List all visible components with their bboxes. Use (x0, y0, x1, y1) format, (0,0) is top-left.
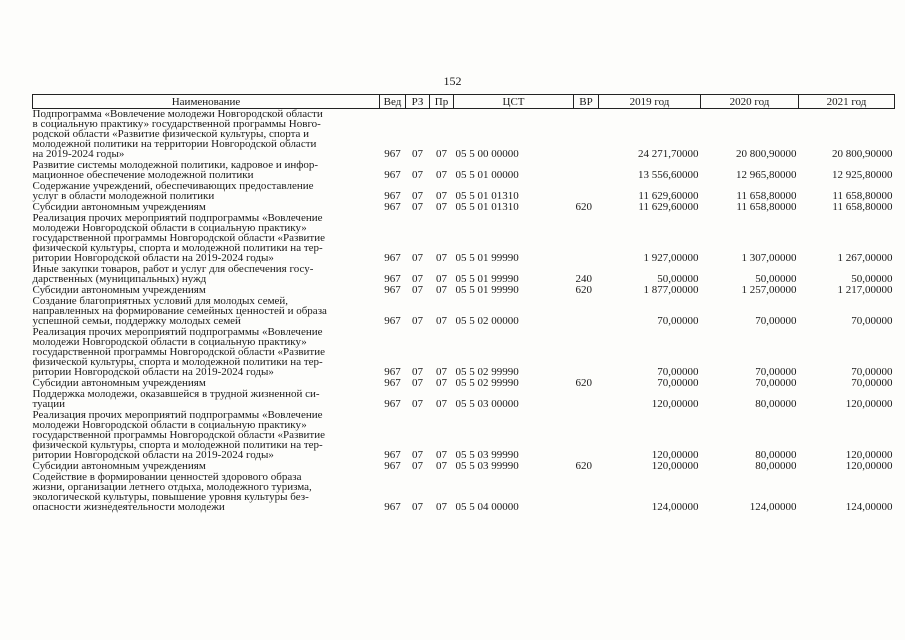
name-line: на 2019-2024 годы» (32, 148, 125, 160)
cell-2020: 1 257,00000 (741, 284, 797, 296)
cell-2020: 11 658,80000 (736, 190, 797, 202)
cell-rz: 07 (412, 366, 423, 378)
cell-cst: 05 5 00 00000 (455, 148, 519, 160)
name-line: ритории Новгородской области на 2019-2024 годы» (32, 252, 274, 264)
name-line: Подпрограмма «Вовлечение молодежи Новгородской области (32, 108, 323, 120)
cell-2019: 70,00000 (657, 377, 699, 389)
cell-rz: 07 (412, 169, 423, 181)
cell-cst: 05 5 03 00000 (455, 398, 519, 410)
cell-ved: 967 (384, 284, 401, 296)
cell-2019: 11 629,60000 (638, 190, 699, 202)
cell-2019: 120,00000 (651, 460, 699, 472)
name-line: государственной программы Новгородской области «Развитие (32, 429, 325, 441)
name-line: услуг в области молодежной политики (32, 190, 215, 202)
cell-ved: 967 (384, 201, 401, 213)
cell-ved: 967 (384, 377, 401, 389)
cell-vr (574, 296, 599, 327)
cell-2021: 124,00000 (845, 501, 893, 513)
cell-cst: 05 5 04 00000 (455, 501, 519, 513)
cell-2020: 70,00000 (755, 315, 797, 327)
cell-vr: 620 (575, 377, 592, 389)
header-pr: Пр (430, 95, 454, 109)
cell-cst: 05 5 01 01310 (455, 190, 519, 202)
cell-2020: 50,00000 (755, 273, 797, 285)
cell-vr: 240 (575, 273, 592, 285)
cell-2021: 1 217,00000 (837, 284, 893, 296)
cell-rz: 07 (412, 315, 423, 327)
cell-ved: 967 (384, 398, 401, 410)
table-row (33, 389, 895, 410)
cell-name (33, 213, 380, 264)
cell-2019: 13 556,60000 (638, 169, 699, 181)
cell-cst: 05 5 03 99990 (455, 449, 519, 461)
cell-2020: 80,00000 (755, 449, 797, 461)
cell-2019: 24 271,70000 (638, 148, 699, 160)
cell-vr: 620 (575, 284, 592, 296)
cell-pr: 07 (436, 201, 447, 213)
cell-rz: 07 (412, 398, 423, 410)
cell-cst: 05 5 01 01310 (455, 201, 519, 213)
page-number: 152 (443, 74, 462, 88)
table-row (33, 181, 895, 202)
cell-rz: 07 (412, 148, 423, 160)
name-line: дарственных (муниципальных) нужд (32, 273, 207, 285)
name-line: молодежи Новгородской области в социальную практику» (32, 419, 307, 431)
cell-ved: 967 (384, 148, 401, 160)
table-row (33, 213, 895, 264)
header-cst: ЦСТ (454, 95, 574, 109)
header-ved: Вед (380, 95, 406, 109)
cell-name (33, 181, 380, 202)
cell-2019: 70,00000 (657, 315, 699, 327)
cell-ved: 967 (384, 252, 401, 264)
cell-2019: 70,00000 (657, 366, 699, 378)
cell-2019: 1 927,00000 (643, 252, 699, 264)
name-line: родской области «Развитие физической культуры, спорта и (32, 128, 310, 140)
cell-2021: 1 267,00000 (837, 252, 893, 264)
cell-name (33, 109, 380, 161)
table-row (33, 296, 895, 327)
cell-2021: 120,00000 (845, 449, 893, 461)
cell-2020: 12 965,80000 (736, 169, 797, 181)
cell-2020: 1 307,00000 (741, 252, 797, 264)
cell-2020: 11 658,80000 (736, 201, 797, 213)
cell-pr: 07 (436, 284, 447, 296)
name-line: Реализация прочих мероприятий подпрограммы «Вовлечение (32, 326, 323, 338)
cell-ved: 967 (384, 460, 401, 472)
cell-vr (574, 327, 599, 378)
cell-2021: 120,00000 (845, 460, 893, 472)
cell-2019: 120,00000 (651, 449, 699, 461)
header-rz: РЗ (406, 95, 430, 109)
cell-cst: 05 5 03 99990 (455, 460, 519, 472)
cell-vr (574, 109, 599, 161)
name-line: опасности жизнедеятельности молодежи (32, 501, 225, 513)
cell-cst: 05 5 01 99990 (455, 284, 519, 296)
name-line: ритории Новгородской области на 2019-2024 годы» (32, 449, 274, 461)
name-line: Реализация прочих мероприятий подпрограммы «Вовлечение (32, 212, 323, 224)
name-line: Содержание учреждений, обеспечивающих предоставление (32, 180, 314, 192)
cell-vr: 620 (575, 201, 592, 213)
name-line: Субсидии автономным учреждениям (32, 460, 206, 472)
name-line: физической культуры, спорта и молодежной политики на тер- (32, 356, 323, 368)
name-line: молодежи Новгородской области в социальную практику» (32, 336, 307, 348)
cell-vr (574, 410, 599, 461)
cell-rz: 07 (412, 377, 423, 389)
cell-rz: 07 (412, 501, 423, 513)
cell-rz: 07 (412, 201, 423, 213)
header-2019: 2019 год (599, 95, 701, 109)
cell-2021: 11 658,80000 (832, 201, 893, 213)
cell-rz: 07 (412, 449, 423, 461)
cell-2021: 11 658,80000 (832, 190, 893, 202)
table-row (33, 410, 895, 461)
cell-2019: 120,00000 (651, 398, 699, 410)
cell-cst: 05 5 02 00000 (455, 315, 519, 327)
cell-pr: 07 (436, 460, 447, 472)
table-body (33, 109, 895, 514)
name-line: Субсидии автономным учреждениям (32, 377, 206, 389)
cell-rz: 07 (412, 460, 423, 472)
name-line: государственной программы Новгородской области «Развитие (32, 232, 325, 244)
name-line: туации (32, 398, 66, 410)
header-2020: 2020 год (701, 95, 799, 109)
name-line: Содействие в формировании ценностей здорового образа (32, 471, 302, 483)
cell-pr: 07 (436, 315, 447, 327)
name-line: Поддержка молодежи, оказавшейся в трудной жизненной си- (32, 388, 320, 400)
cell-name (33, 296, 380, 327)
cell-2020: 70,00000 (755, 366, 797, 378)
table-header-row (33, 95, 895, 109)
cell-ved: 967 (384, 449, 401, 461)
cell-2020: 80,00000 (755, 398, 797, 410)
name-line: Субсидии автономным учреждениям (32, 284, 206, 296)
header-2021: 2021 год (799, 95, 895, 109)
cell-name (33, 264, 380, 285)
name-line: молодежи Новгородской области в социальную практику» (32, 222, 307, 234)
name-line: Реализация прочих мероприятий подпрограммы «Вовлечение (32, 409, 323, 421)
name-line: Создание благоприятных условий для молодых семей, (32, 295, 289, 307)
cell-ved: 967 (384, 169, 401, 181)
cell-2021: 70,00000 (851, 377, 893, 389)
cell-2019: 124,00000 (651, 501, 699, 513)
cell-2020: 20 800,90000 (736, 148, 797, 160)
table-row (33, 472, 895, 513)
cell-pr: 07 (436, 252, 447, 264)
cell-rz: 07 (412, 252, 423, 264)
cell-2020: 70,00000 (755, 377, 797, 389)
cell-name (33, 472, 380, 513)
budget-table (32, 94, 895, 513)
header-name: Наименование (33, 95, 380, 109)
cell-2019: 50,00000 (657, 273, 699, 285)
cell-ved: 967 (384, 190, 401, 202)
cell-vr (574, 389, 599, 410)
cell-pr: 07 (436, 190, 447, 202)
cell-ved: 967 (384, 366, 401, 378)
cell-pr: 07 (436, 148, 447, 160)
cell-pr: 07 (436, 366, 447, 378)
name-line: Развитие системы молодежной политики, кадровое и инфор- (32, 159, 319, 171)
cell-name (33, 410, 380, 461)
cell-cst: 05 5 02 99990 (455, 366, 519, 378)
cell-ved: 967 (384, 315, 401, 327)
cell-cst: 05 5 02 99990 (455, 377, 519, 389)
name-line: в социальную практику» государственной программы Новго- (32, 118, 321, 130)
cell-vr (574, 160, 599, 181)
cell-2020: 124,00000 (749, 501, 797, 513)
name-line: экологической культуры, повышение уровня культуры без- (32, 491, 309, 503)
name-line: Иные закупки товаров, работ и услуг для обеспечения госу- (32, 263, 314, 275)
table-row (33, 264, 895, 285)
name-line: мационное обеспечение молодежной политики (32, 169, 254, 181)
name-line: государственной программы Новгородской области «Развитие (32, 346, 325, 358)
cell-vr (574, 181, 599, 202)
cell-2021: 70,00000 (851, 366, 893, 378)
name-line: физической культуры, спорта и молодежной политики на тер- (32, 242, 323, 254)
cell-2021: 120,00000 (845, 398, 893, 410)
cell-2019: 11 629,60000 (638, 201, 699, 213)
cell-name (33, 327, 380, 378)
name-line: Субсидии автономным учреждениям (32, 201, 206, 213)
cell-cst: 05 5 01 99990 (455, 252, 519, 264)
name-line: ритории Новгородской области на 2019-2024 годы» (32, 366, 274, 378)
cell-ved: 967 (384, 273, 401, 285)
cell-rz: 07 (412, 284, 423, 296)
header-vr: ВР (574, 95, 599, 109)
cell-2021: 70,00000 (851, 315, 893, 327)
cell-2021: 50,00000 (851, 273, 893, 285)
cell-2021: 20 800,90000 (832, 148, 893, 160)
name-line: направленных на формирование семейных ценностей и образа (32, 305, 327, 317)
cell-2020: 80,00000 (755, 460, 797, 472)
cell-rz: 07 (412, 273, 423, 285)
cell-pr: 07 (436, 377, 447, 389)
cell-rz: 07 (412, 190, 423, 202)
name-line: физической культуры, спорта и молодежной политики на тер- (32, 439, 323, 451)
cell-pr: 07 (436, 501, 447, 513)
cell-ved: 967 (384, 501, 401, 513)
cell-cst: 05 5 01 00000 (455, 169, 519, 181)
name-line: молодежной политики на территории Новгородской области (32, 138, 317, 150)
name-line: жизни, организации летнего отдыха, молодежного туризма, (32, 481, 312, 493)
cell-cst: 05 5 01 99990 (455, 273, 519, 285)
table-row (33, 160, 895, 181)
cell-vr: 620 (575, 460, 592, 472)
name-line: успешной семьи, поддержку молодых семей (32, 315, 241, 327)
cell-vr (574, 213, 599, 264)
table-row (33, 109, 895, 161)
cell-2021: 12 925,80000 (832, 169, 893, 181)
cell-vr (574, 472, 599, 513)
cell-pr: 07 (436, 398, 447, 410)
cell-2019: 1 877,00000 (643, 284, 699, 296)
cell-name (33, 389, 380, 410)
cell-pr: 07 (436, 169, 447, 181)
cell-name (33, 160, 380, 181)
table-row (33, 327, 895, 378)
cell-pr: 07 (436, 449, 447, 461)
cell-pr: 07 (436, 273, 447, 285)
